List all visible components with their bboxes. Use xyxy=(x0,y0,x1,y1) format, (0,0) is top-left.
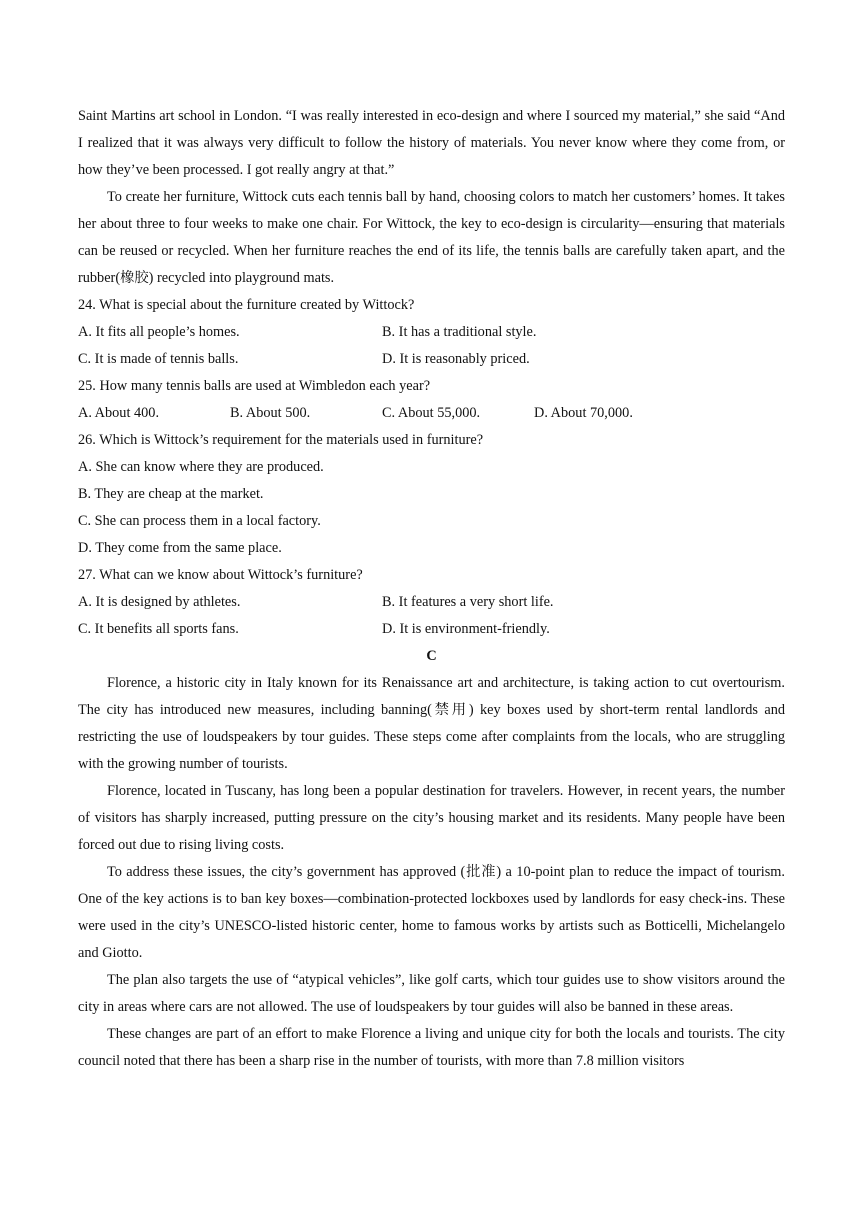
question-24-options-row-2 xyxy=(78,346,785,373)
paragraph-c-5: These changes are part of an effort to make Florence a living and unique city for both the locals and tourists. The city council noted that there has been a sharp rise in the number of tourists, with more than 7.8 million visitors xyxy=(78,1026,785,1069)
question-27-options-row-1 xyxy=(78,589,785,616)
section-c-heading: C xyxy=(426,648,437,664)
question-27-stem: 27. What can we know about Wittock’s furniture? xyxy=(78,567,363,583)
question-27-option-a: A. It is designed by athletes. xyxy=(78,594,241,610)
document-page xyxy=(78,103,785,1075)
question-24-option-a: A. It fits all people’s homes. xyxy=(78,324,240,340)
paragraph-c-3: To address these issues, the city’s government has approved (批准) a 10-point plan to reduce the impact of tourism. One of the key actions is to ban key boxes—combination-protected lockboxes used by landlords for easy check-ins. These were used in the city’s UNESCO-listed historic center, home to famous works by artists such as Botticelli, Michelangelo and Giotto. xyxy=(78,864,785,961)
question-24-option-b: B. It has a traditional style. xyxy=(382,324,537,340)
paragraph-c-4: The plan also targets the use of “atypical vehicles”, like golf carts, which tour guides use to show visitors around the city in areas where cars are not allowed. The use of loudspeakers by tour guides will also be banned in these areas. xyxy=(78,972,785,1015)
question-27-option-c: C. It benefits all sports fans. xyxy=(78,621,239,637)
question-27-option-b: B. It features a very short life. xyxy=(382,594,554,610)
question-25-options xyxy=(78,400,785,427)
question-25-option-b: B. About 500. xyxy=(230,405,311,421)
question-25-stem: 25. How many tennis balls are used at Wimbledon each year? xyxy=(78,378,431,394)
question-24-options-row-1 xyxy=(78,319,785,346)
question-25-option-a: A. About 400. xyxy=(78,405,160,421)
paragraph-b-1: Saint Martins art school in London. “I was really interested in eco-design and where I sourced my material,” she said “And I realized that it was always very difficult to follow the history of materials. You never know where they come from, or how they’ve been processed. I got really angry at that.” xyxy=(78,108,785,178)
question-27-options-row-2 xyxy=(78,616,785,643)
question-24-option-d: D. It is reasonably priced. xyxy=(382,351,530,367)
question-24-stem: 24. What is special about the furniture created by Wittock? xyxy=(78,297,415,313)
paragraph-c-1: Florence, a historic city in Italy known for its Renaissance art and architecture, is taking action to cut overtourism. The city has introduced new measures, including banning(禁用) key boxes used by short-term rental landlords and restricting the use of loudspeakers by tour guides. These steps come after complaints from the locals, who are struggling with the growing number of tourists. xyxy=(78,675,785,772)
question-26-stem: 26. Which is Wittock’s requirement for the materials used in furniture? xyxy=(78,432,484,448)
question-26-option-b: B. They are cheap at the market. xyxy=(78,486,264,502)
question-26-option-c: C. She can process them in a local factory. xyxy=(78,513,321,529)
question-26-option-d: D. They come from the same place. xyxy=(78,540,282,556)
question-26-option-a: A. She can know where they are produced. xyxy=(78,459,324,475)
question-27-option-d: D. It is environment-friendly. xyxy=(382,621,550,637)
question-25-option-c: C. About 55,000. xyxy=(382,405,481,421)
paragraph-b-2: To create her furniture, Wittock cuts each tennis ball by hand, choosing colors to match her customers’ homes. It takes her about three to four weeks to make one chair. For Wittock, the key to eco-design is circularity—ensuring that materials can be reused or recycled. When her furniture reaches the end of its life, the tennis balls are carefully taken apart, and the rubber(橡胶) recycled into playground mats. xyxy=(78,189,785,286)
question-25-option-d: D. About 70,000. xyxy=(534,405,633,421)
paragraph-c-2: Florence, located in Tuscany, has long been a popular destination for travelers. However, in recent years, the number of visitors has sharply increased, putting pressure on the city’s housing market and its residents. Many people have been forced out due to rising living costs. xyxy=(78,783,785,853)
question-24-option-c: C. It is made of tennis balls. xyxy=(78,351,239,367)
